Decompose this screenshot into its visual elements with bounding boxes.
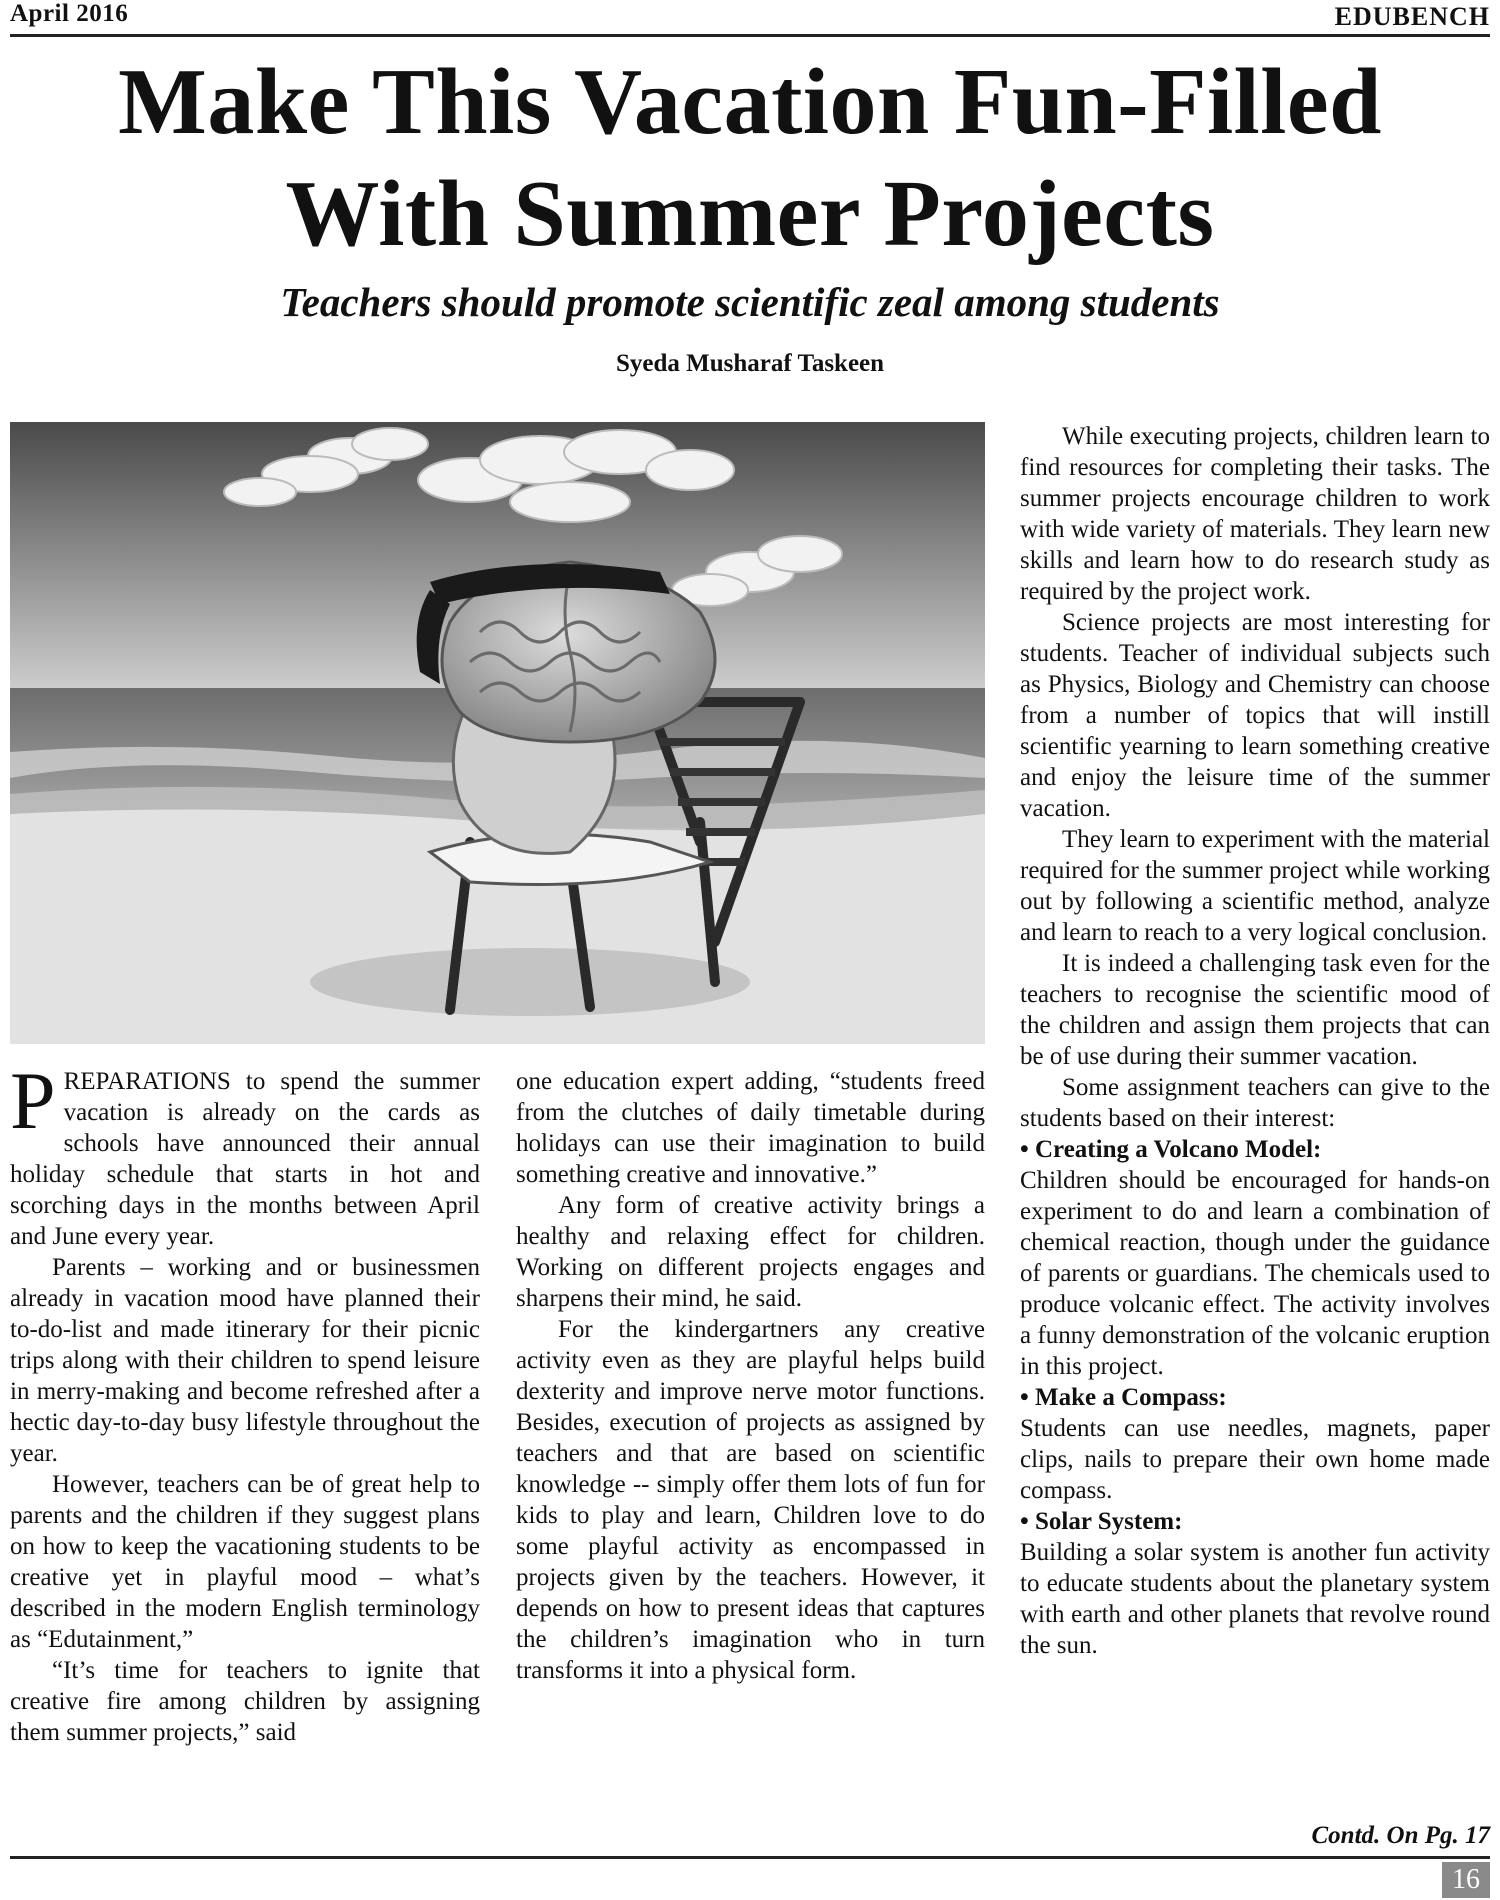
page-header [10,0,1490,37]
lead-paragraph [10,1055,480,1252]
dropcap: P [10,1055,56,1146]
byline: Syeda Musharaf Taskeen [615,350,885,377]
article-column-1 [10,1055,480,1748]
page-number: 16 [1442,1862,1490,1898]
lead-paragraph-text: REPARATIONS to spend the summer vacation is already on the cards as schools have announced their annual holiday schedule that starts in hot and scorching days in the months between April and June every year. [10,1068,480,1250]
paragraph: It is indeed a challenging task even for the teachers to recognise the scientific mood of the children and assign them projects that can be of use during their summer vacation. [1020,950,1490,1070]
paragraph: While executing projects, children learn to find resources for completing their tasks. The summer projects encourage children to work with wide variety of materials. They learn new skills and learn how to do research study as required by the project work. [1020,423,1490,605]
bullet-text-solar-system: Building a solar system is another fun activity to educate students about the planetary system with earth and other planets that revolve round the sun. [1020,1539,1490,1659]
paragraph: “It’s time for teachers to ignite that creative fire among children by assigning them summer projects,” said [10,1657,480,1746]
paragraph: For the kindergartners any creative activity even as they are playful helps build dexterity and improve nerve motor functions. Besides, execution of projects as assigned by teachers and that are based on scientific knowledge -- simply offer them lots of fun for kids to play and learn, Children love to do some playful activity as encompassed in projects given by the teachers. However, it depends on how to present ideas that captures the children’s imagination who in turn transforms it into a physical form. [516,1316,985,1684]
headline [10,46,1490,270]
article-column-2 [516,1066,985,1686]
bullet-heading-volcano: • Creating a Volcano Model: [1020,1136,1322,1163]
bullet-text-volcano: Children should be encouraged for hands-on experiment to do and learn a combination of chemical reaction, though under the guidance of parents or guardians. The chemicals used to produce volcanic effect. The activity involves a funny demonstration of the volcanic eruption in this project. [1020,1167,1490,1380]
paragraph: However, teachers can be of great help to parents and the children if they suggest plans on how to keep the vacationing students to be creative yet in playful mood – what’s described in the modern English terminology as “Edutainment,” [10,1471,480,1653]
article-column-3 [1020,421,1490,1661]
footer-divider [10,1856,1490,1859]
paragraph: Any form of creative activity brings a healthy and relaxing effect for children. Working on different projects engages and sharpens their mind, he said. [516,1192,985,1312]
paragraph: They learn to experiment with the material required for the summer project while working out by following a scientific method, analyze and learn to reach to a very logical conclusion. [1020,826,1490,946]
headline-line-1: Make This Vacation Fun-Filled [118,50,1382,154]
paragraph: Science projects are most interesting for students. Teacher of individual subjects such as Physics, Biology and Chemistry can choose from a number of topics that will instill scientific yearning to learn something creative and enjoy the leisure time of the summer vacation. [1020,609,1490,822]
bullet-text-compass: Students can use needles, magnets, paper clips, nails to prepare their own home made compass. [1020,1415,1490,1504]
subheadline: Teachers should promote scientific zeal among students [280,279,1220,325]
paragraph: Parents – working and or businessmen already in vacation mood have planned their to-do-list and made itinerary for their picnic trips along with their children to spend leisure in merry-making and become refreshed after a hectic day-to-day busy lifestyle throughout the year. [10,1254,480,1467]
paragraph: one education expert adding, “students freed from the clutches of daily timetable during holidays can use their imagination to build something creative and innovative.” [516,1068,985,1188]
bullet-heading-solar-system: • Solar System: [1020,1508,1183,1535]
continued-note: Contd. On Pg. 17 [1311,1822,1490,1849]
headline-line-2: With Summer Projects [285,162,1215,266]
issue-date: April 2016 [10,0,129,27]
bullet-heading-compass: • Make a Compass: [1020,1384,1227,1411]
brain-in-beach-chair-illustration [10,422,985,1044]
masthead: EDUBENCH [1334,2,1490,31]
paragraph: Some assignment teachers can give to the students based on their interest: [1020,1074,1490,1132]
